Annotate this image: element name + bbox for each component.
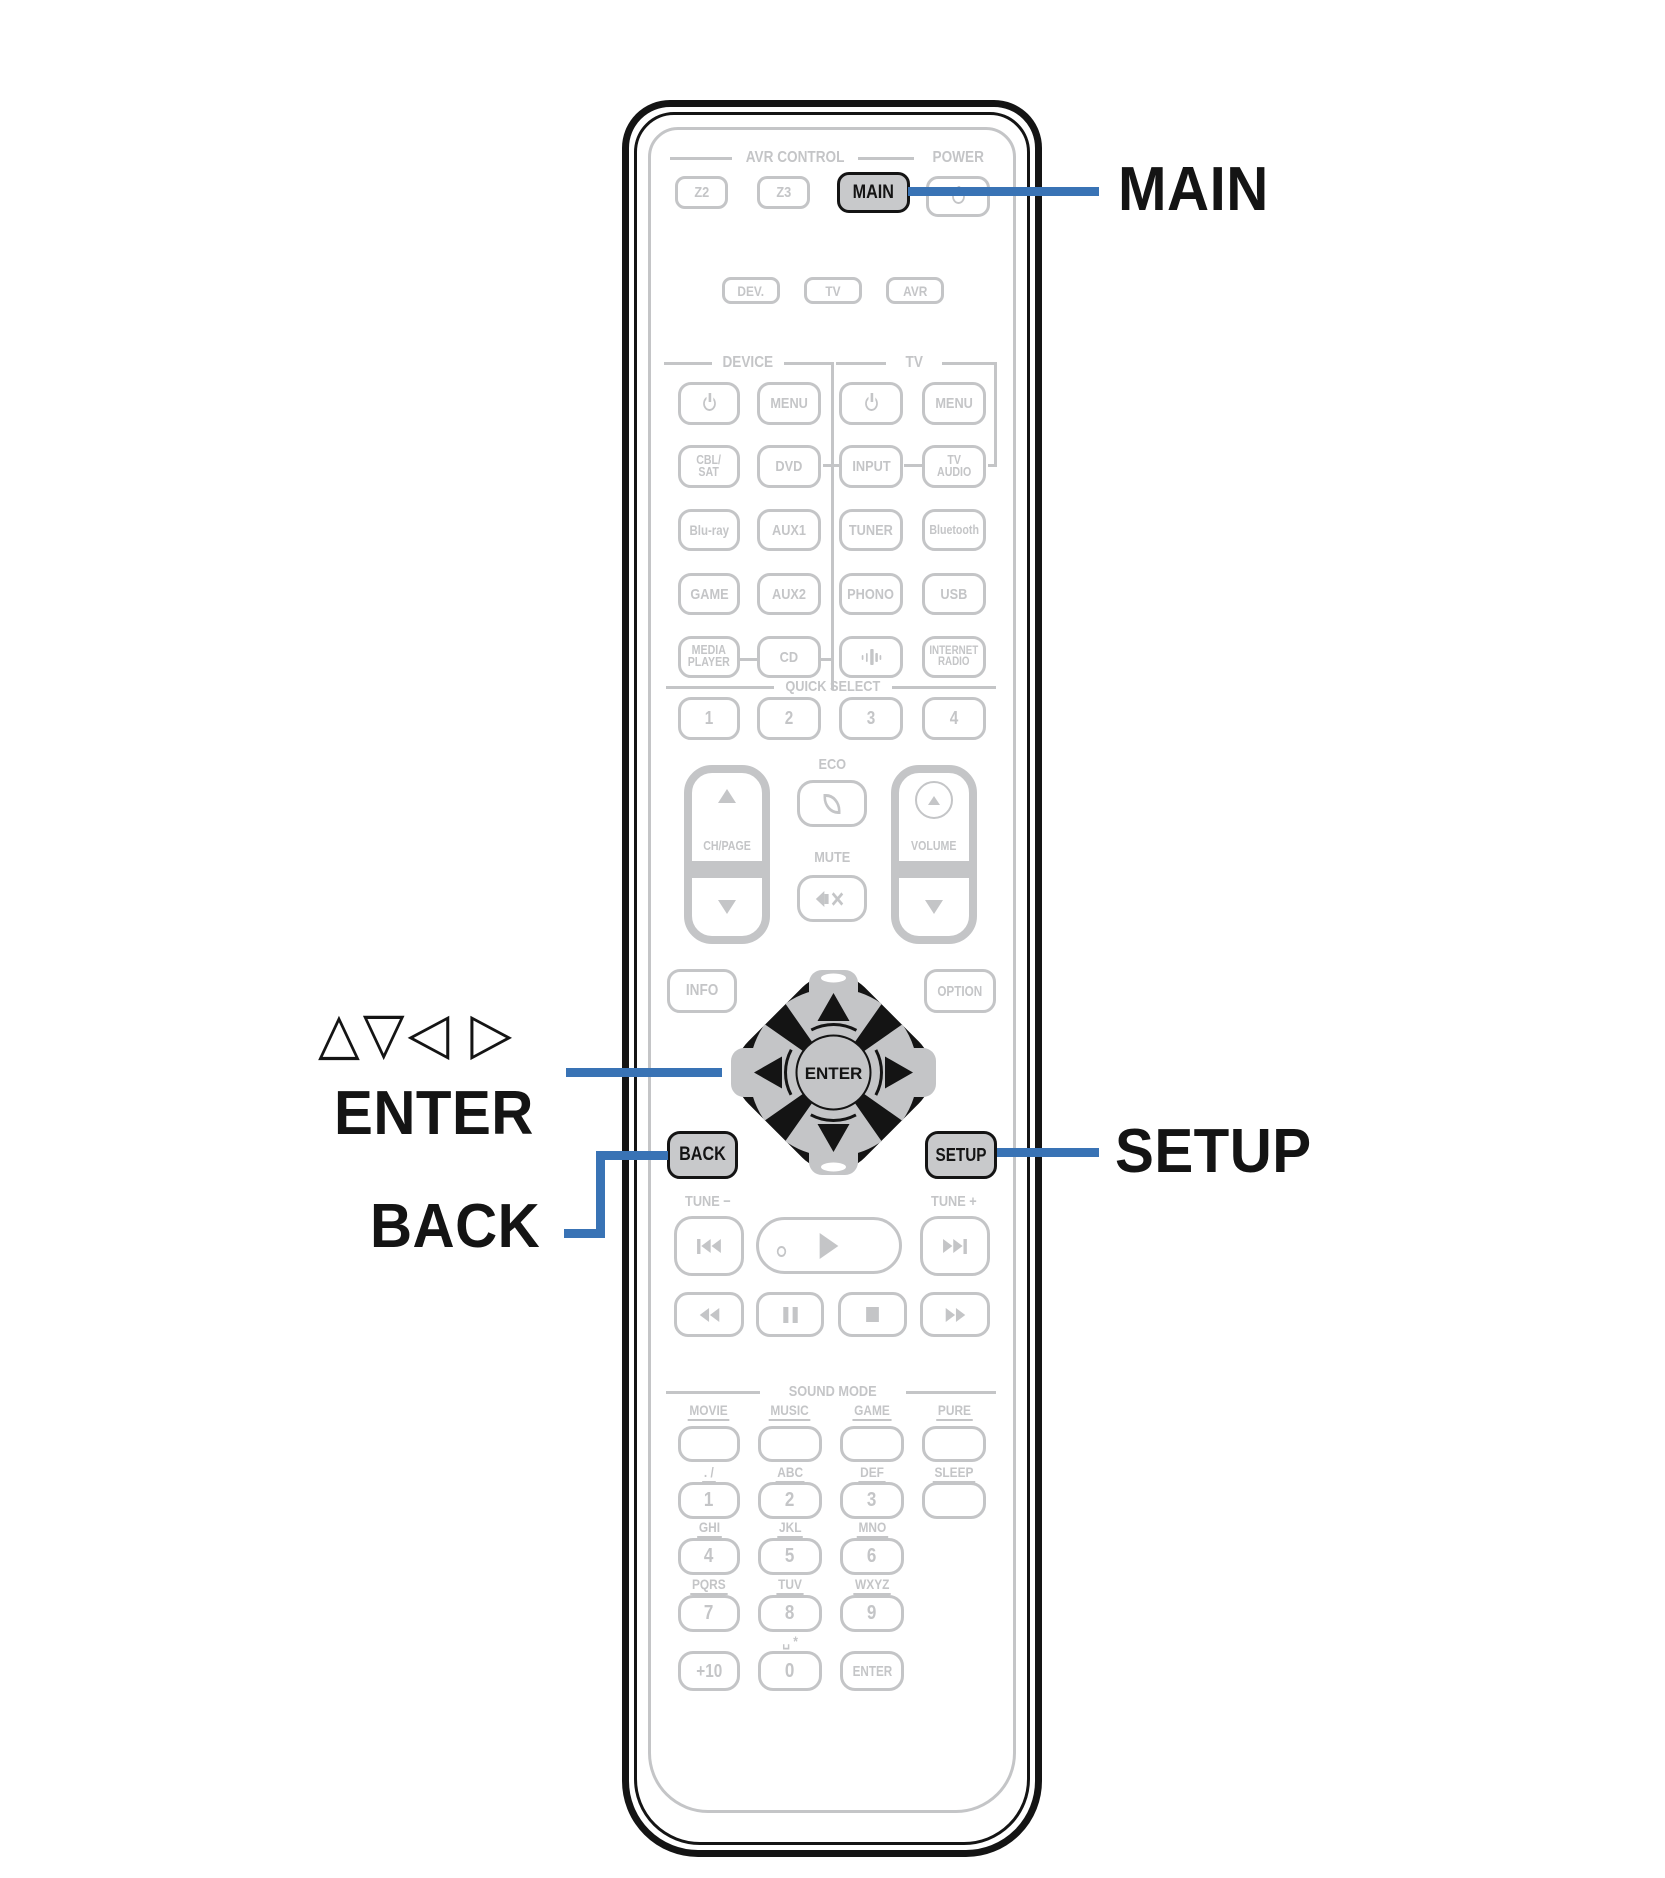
volume-down-button[interactable] bbox=[899, 900, 969, 914]
power-icon bbox=[703, 396, 716, 411]
skip-forward-button[interactable] bbox=[920, 1216, 990, 1276]
play-icon bbox=[820, 1233, 839, 1259]
speaker-mute-icon bbox=[816, 888, 848, 910]
device-tv-divider bbox=[831, 362, 834, 690]
down-arrow-icon bbox=[718, 900, 736, 914]
tv-rule-left bbox=[836, 362, 886, 365]
cursor-callout-label: △▽◁ ▷ bbox=[318, 1001, 515, 1066]
cd-button[interactable]: CD bbox=[757, 636, 821, 678]
cursor-pad[interactable] bbox=[716, 955, 951, 1190]
info-button[interactable]: INFO bbox=[667, 969, 737, 1013]
tv-audio-button[interactable]: TV AUDIO bbox=[922, 445, 986, 488]
game-mode-button[interactable] bbox=[840, 1426, 904, 1462]
back-button[interactable]: BACK bbox=[667, 1131, 738, 1179]
main-callout-label: MAIN bbox=[1118, 155, 1269, 224]
digit-8-button[interactable]: 8 bbox=[758, 1595, 822, 1632]
digit-6-button[interactable]: 6 bbox=[840, 1538, 904, 1575]
blu-ray-button[interactable]: Blu-ray bbox=[678, 509, 740, 551]
tuner-button[interactable]: TUNER bbox=[839, 509, 903, 551]
tv-header: TV bbox=[905, 354, 923, 371]
option-button[interactable]: OPTION bbox=[924, 969, 996, 1013]
pause-button[interactable] bbox=[756, 1292, 824, 1337]
tv-bracket-elbow bbox=[988, 464, 997, 467]
movie-button[interactable] bbox=[678, 1426, 740, 1462]
tv-menu-button[interactable]: MENU bbox=[922, 382, 986, 425]
game-button[interactable]: GAME bbox=[678, 573, 740, 615]
rewind-icon bbox=[699, 1308, 719, 1322]
quick-select-2-button[interactable]: 2 bbox=[757, 697, 821, 740]
z2-button[interactable]: Z2 bbox=[675, 176, 728, 209]
stop-icon bbox=[866, 1307, 879, 1322]
quick-select-1-button[interactable]: 1 bbox=[678, 697, 740, 740]
fast-forward-button[interactable] bbox=[920, 1292, 990, 1337]
back-callout-line-v bbox=[596, 1151, 605, 1238]
tv-mode-button[interactable]: TV bbox=[804, 277, 862, 304]
tv-power-button[interactable] bbox=[839, 382, 903, 425]
sound-mode-rule-left bbox=[666, 1391, 760, 1394]
pure-button[interactable] bbox=[922, 1426, 986, 1462]
sleep-button[interactable] bbox=[922, 1482, 986, 1519]
avr-control-rule-right bbox=[858, 157, 914, 160]
mute-button[interactable] bbox=[797, 875, 867, 922]
plus-10-button[interactable]: +10 bbox=[678, 1651, 740, 1691]
tv-bracket-vertical bbox=[994, 362, 997, 467]
back-callout-line-h1 bbox=[600, 1151, 668, 1160]
record-circle-icon bbox=[777, 1246, 786, 1257]
ch-page-rocker[interactable] bbox=[684, 765, 770, 944]
dvd-button[interactable]: DVD bbox=[757, 445, 821, 488]
device-power-button[interactable] bbox=[678, 382, 740, 425]
device-header: DEVICE bbox=[722, 354, 774, 371]
tv-rule-right bbox=[942, 362, 994, 365]
pure-label: PURE bbox=[922, 1402, 986, 1420]
sleep-label: SLEEP bbox=[922, 1464, 986, 1482]
rocker-band bbox=[691, 861, 763, 878]
cursor-top-notch bbox=[821, 974, 846, 983]
mute-label: MUTE bbox=[813, 849, 851, 866]
dev-mode-button[interactable]: DEV. bbox=[722, 277, 780, 304]
jkl-label: JKL bbox=[758, 1519, 822, 1537]
usb-button[interactable]: USB bbox=[922, 573, 986, 615]
volume-rocker[interactable] bbox=[891, 765, 977, 944]
main-button[interactable]: MAIN bbox=[837, 172, 910, 213]
pause-icon bbox=[783, 1307, 797, 1323]
pqrs-label: PQRS bbox=[678, 1576, 740, 1594]
mno-label: MNO bbox=[840, 1519, 904, 1537]
device-rule-right bbox=[784, 362, 831, 365]
enter-callout-line bbox=[566, 1068, 722, 1077]
up-arrow-icon bbox=[718, 789, 736, 803]
digit-7-button[interactable]: 7 bbox=[678, 1595, 740, 1632]
cursor-bottom-notch bbox=[821, 1163, 846, 1172]
digit-9-button[interactable]: 9 bbox=[840, 1595, 904, 1632]
device-menu-button[interactable]: MENU bbox=[757, 382, 821, 425]
setup-callout-line bbox=[997, 1148, 1099, 1157]
down-arrow-icon bbox=[925, 900, 943, 914]
play-button[interactable] bbox=[756, 1217, 902, 1274]
movie-label: MOVIE bbox=[678, 1402, 740, 1420]
music-label: MUSIC bbox=[758, 1402, 822, 1420]
sound-mode-header: SOUND MODE bbox=[789, 1383, 877, 1400]
skip-back-icon bbox=[697, 1239, 720, 1254]
volume-up-button[interactable] bbox=[899, 781, 969, 819]
media-player-button[interactable]: MEDIA PLAYER bbox=[678, 636, 740, 678]
circled-up-arrow-icon bbox=[915, 781, 953, 819]
wxyz-label: WXYZ bbox=[840, 1576, 904, 1594]
equalizer-icon bbox=[861, 649, 881, 665]
input-tvaudio-connector bbox=[904, 464, 924, 467]
channel-up-button[interactable] bbox=[692, 789, 762, 803]
leaf-icon bbox=[824, 794, 841, 814]
enter-button-label: ENTER bbox=[804, 1064, 863, 1083]
avr-control-rule-left bbox=[670, 157, 732, 160]
digit-0-button[interactable]: 0 bbox=[758, 1651, 822, 1691]
keypad-enter-button[interactable]: ENTER bbox=[840, 1651, 904, 1691]
avr-mode-button[interactable]: AVR bbox=[886, 277, 944, 304]
volume-label: VOLUME bbox=[911, 839, 957, 853]
setup-callout-label: SETUP bbox=[1115, 1117, 1312, 1186]
rocker-band bbox=[898, 861, 970, 878]
digit-5-button[interactable]: 5 bbox=[758, 1538, 822, 1575]
back-callout-line-h2 bbox=[564, 1229, 605, 1238]
ghi-label: GHI bbox=[678, 1519, 740, 1537]
music-button[interactable] bbox=[758, 1426, 822, 1462]
quick-select-3-button[interactable]: 3 bbox=[839, 697, 903, 740]
digit-2-button[interactable]: 2 bbox=[758, 1482, 822, 1519]
power-icon bbox=[865, 396, 878, 411]
dot-slash-label: . / bbox=[678, 1464, 740, 1482]
skip-back-button[interactable] bbox=[674, 1216, 744, 1276]
cbl-sat-button[interactable]: CBL/ SAT bbox=[678, 445, 740, 488]
power-header: POWER bbox=[932, 149, 984, 166]
audio-adjust-button[interactable] bbox=[839, 636, 903, 678]
stop-button[interactable] bbox=[838, 1292, 907, 1337]
power-button[interactable] bbox=[926, 176, 990, 217]
quick-select-header: QUICK SELECT bbox=[785, 678, 881, 695]
abc-label: ABC bbox=[758, 1464, 822, 1482]
setup-button[interactable]: SETUP bbox=[925, 1131, 997, 1179]
input-button[interactable]: INPUT bbox=[839, 445, 903, 488]
aux1-button[interactable]: AUX1 bbox=[757, 509, 821, 551]
ch-page-label: CH/PAGE bbox=[703, 839, 751, 853]
def-label: DEF bbox=[840, 1464, 904, 1482]
tune-plus-label: TUNE + bbox=[931, 1192, 977, 1210]
eco-label: ECO bbox=[818, 756, 846, 773]
quick-select-4-button[interactable]: 4 bbox=[922, 697, 986, 740]
main-callout-line bbox=[908, 187, 1099, 196]
quick-select-rule-left bbox=[666, 686, 774, 689]
channel-down-button[interactable] bbox=[692, 900, 762, 914]
rewind-button[interactable] bbox=[674, 1292, 744, 1337]
cd-divider-connector bbox=[821, 658, 833, 661]
internet-radio-button[interactable]: INTERNET RADIO bbox=[922, 636, 986, 678]
fast-forward-icon bbox=[945, 1308, 965, 1322]
digit-1-button[interactable]: 1 bbox=[678, 1482, 740, 1519]
device-rule-left bbox=[664, 362, 712, 365]
game-label: GAME bbox=[840, 1402, 904, 1420]
quick-select-rule-right bbox=[892, 686, 996, 689]
tuv-label: TUV bbox=[758, 1576, 822, 1594]
enter-callout-label: ENTER bbox=[334, 1079, 534, 1148]
digit-4-button[interactable]: 4 bbox=[678, 1538, 740, 1575]
eco-button[interactable] bbox=[797, 780, 867, 827]
sound-mode-rule-right bbox=[906, 1391, 996, 1394]
z3-button[interactable]: Z3 bbox=[757, 176, 810, 209]
phono-button[interactable]: PHONO bbox=[839, 573, 903, 615]
back-callout-label: BACK bbox=[370, 1192, 541, 1261]
avr-control-header: AVR CONTROL bbox=[745, 149, 845, 166]
skip-forward-icon bbox=[943, 1239, 966, 1254]
space-star-label: ␣ * bbox=[758, 1634, 822, 1652]
bluetooth-button[interactable]: Bluetooth bbox=[922, 509, 986, 551]
aux2-button[interactable]: AUX2 bbox=[757, 573, 821, 615]
digit-3-button[interactable]: 3 bbox=[840, 1482, 904, 1519]
tune-minus-label: TUNE − bbox=[685, 1192, 731, 1210]
